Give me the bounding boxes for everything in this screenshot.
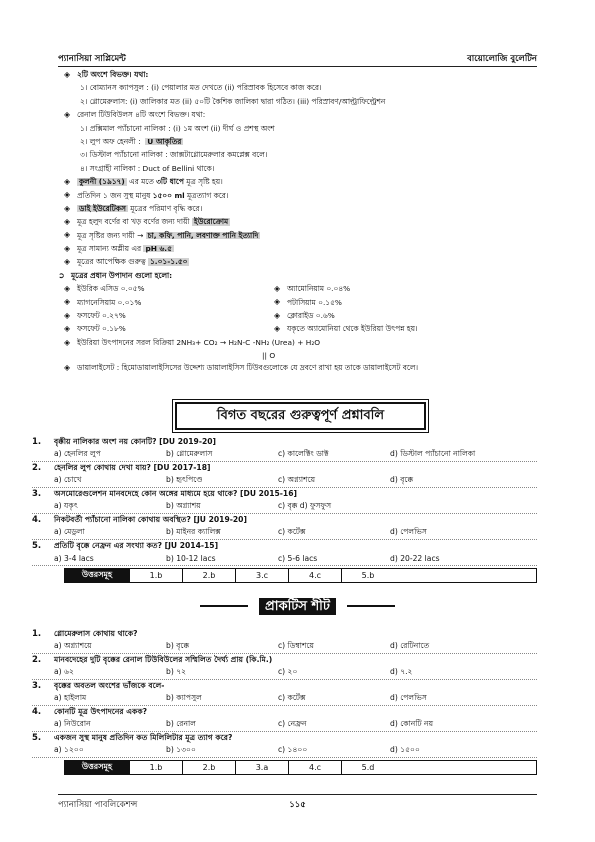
diamond-bullet-icon: ◈ <box>64 176 71 186</box>
option[interactable]: b) মাইনর ক্যালিক্স <box>166 527 221 537</box>
option[interactable]: b) অগ্ন্যাশয় <box>166 501 201 511</box>
question <box>32 706 537 719</box>
option[interactable]: d) রেটিনাতে <box>390 641 430 651</box>
diamond-bullet-icon: ◈ <box>64 69 71 79</box>
page-number: ১১৫ <box>289 800 306 810</box>
option[interactable]: b) ক্যাপসুল <box>166 693 202 703</box>
option[interactable]: c) ২০ <box>278 667 298 677</box>
question-number: 4. <box>32 707 42 718</box>
question-number: 4. <box>32 515 42 526</box>
diamond-bullet-icon: ◈ <box>64 190 71 200</box>
note-line: ◈ প্রতিদিন ১ জন সুস্থ মানুষ ১৫০০ ml মূত্রত্যাগ করে। <box>64 190 229 200</box>
question-text: বৃক্কীয় নালিকার অংশ নয় কোনটি? [DU 2019-20] <box>54 436 217 446</box>
notes-section <box>58 68 537 375</box>
answer-key-cell: 2.b <box>183 569 236 582</box>
answer-key-cell: 1.b <box>130 761 183 774</box>
note-line: ◈ মূত্রের আপেক্ষিক গুরুত্ব ১.০১-১.৫০ <box>64 257 188 267</box>
question-text: হেনলির লুপ কোথায় দেখা যায়? [DU 2017-18] <box>54 462 211 472</box>
diamond-bullet-icon: ◈ <box>274 297 281 307</box>
options-row <box>32 553 537 567</box>
option[interactable]: c) বৃক্ক d) ফুসফুস <box>278 501 332 511</box>
practice-questions-list <box>32 628 537 775</box>
question <box>32 680 537 693</box>
note-line: ৩। ডিস্টাল প্যাঁচানো নালিকা : জাক্সটাগ্লোমেরুলার কমপ্লেক্স বলে। <box>80 150 268 160</box>
option[interactable]: d) পেলভিস <box>390 693 427 703</box>
option[interactable]: d) ৭.২ <box>390 667 413 677</box>
note-line: ◈ মূত্র সামান্য অম্লীয় এর pH ৬.৫ <box>64 243 172 254</box>
note-line: ◈ ফসফেট ০.১৮% ◈ যকৃতে অ্যামোনিয়া থেকে ইউরিয়া উৎপন্ন হয়। <box>64 324 418 334</box>
answer-key-cell: 1.b <box>130 569 183 582</box>
answer-key-label: উত্তরসমূহ <box>65 569 130 582</box>
question-text: অসমোরেগুলেশন মানবদেহে কোন অঙ্গের মাধ্যমে হয়ে থাকে? [DU 2015-16] <box>54 488 297 498</box>
diamond-bullet-icon: ◈ <box>64 324 71 334</box>
footer-publisher: প্যানাসিয়া পাবলিকেশন্স <box>58 800 138 810</box>
option[interactable]: a) মেডুলা <box>54 527 85 537</box>
note-line: ◈ ডাই ইউরেটিকস মূত্রের পরিমাণ বৃদ্ধি করে। <box>64 203 203 213</box>
note-line: ◈ রেনাল টিউবিউলস ৪টি অংশে বিভক্ত। যথা: <box>64 109 206 120</box>
urea-equation: ইউরিয়া উৎপাদনের সরল বিক্রিয়া 2NH₃+ CO₂ → H₂N-C -NH₂ (Urea) + H₂O <box>77 337 321 347</box>
diamond-bullet-icon: ◈ <box>64 337 71 347</box>
note-line: ◈ ইউরিক এসিড ০.০৫% ◈ অ্যামোনিয়াম ০.০৪% <box>64 283 351 294</box>
question-text: প্রতিটি বৃক্কে নেফ্রন এর সংখ্যা কত? [JU 2014-15] <box>54 540 219 550</box>
option[interactable]: a) ৬২ <box>54 667 74 677</box>
question <box>32 628 537 641</box>
option[interactable]: a) 3-4 lacs <box>54 554 94 564</box>
answer-key-cell: 5.b <box>361 571 375 580</box>
option[interactable]: a) অগ্ন্যাশয়ে <box>54 641 92 651</box>
previous-questions-banner: বিগত বছরের গুরুত্বপূর্ণ প্রশ্নাবলি <box>175 402 426 430</box>
answer-key-label: উত্তরসমূহ <box>65 761 130 774</box>
option[interactable]: b) গ্লোমেরুলাস <box>166 449 213 459</box>
answer-key-row <box>64 568 537 583</box>
options-row <box>32 501 537 515</box>
options-row <box>32 745 537 759</box>
question-number: 3. <box>32 489 42 500</box>
option[interactable]: d) ডিস্টাল প্যাঁচানো নালিকা <box>390 449 476 459</box>
answer-key-cell: 3.a <box>236 761 289 774</box>
answer-key-cell: 2.b <box>183 761 236 774</box>
question <box>32 654 537 667</box>
option[interactable]: c) নেফ্রন <box>278 719 307 729</box>
options-row <box>32 719 537 733</box>
diamond-bullet-icon: ◈ <box>64 257 71 267</box>
practice-sheet-title: প্রাকটিস শীট <box>200 597 395 618</box>
option[interactable]: a) হাইলাম <box>54 693 87 703</box>
diamond-bullet-icon: ◈ <box>64 216 71 226</box>
question-number: 2. <box>32 655 42 666</box>
option[interactable]: b) হৃৎপিণ্ডে <box>166 475 203 485</box>
options-row <box>32 449 537 463</box>
note-line: ২। গ্লোমেরুলাস: (i) জালিকার মত (ii) ৫০টি কৈশিক জালিকা দ্বারা গঠিত। (iii) পরিস্রাবণ/আল্ট্রাফিল্ট্রেশন <box>80 96 386 106</box>
option[interactable]: a) হেনলির লুপ <box>54 449 101 459</box>
question <box>32 514 537 527</box>
diamond-bullet-icon: ◈ <box>64 243 71 253</box>
option[interactable]: d) বৃক্কে <box>390 475 414 485</box>
options-row <box>32 475 537 489</box>
option[interactable]: d) পেলভিস <box>390 527 427 537</box>
note-line: ◈ ফসফেট ০.২৭% ◈ ক্লোরাইড ০.৬% <box>64 310 335 321</box>
page-footer <box>58 794 537 812</box>
question <box>32 488 537 501</box>
question-number: 1. <box>32 629 42 640</box>
question <box>32 732 537 745</box>
note-line: ১। প্রক্সিমাল প্যাঁচানো নালিকা : (i) ১ম অংশ (ii) দীর্ঘ ও প্রশস্থ অংশ <box>80 123 275 133</box>
option[interactable]: d) 20-22 lacs <box>390 554 440 564</box>
option[interactable]: a) ১২০০ <box>54 745 84 755</box>
note-line: || O <box>262 350 276 360</box>
question-number: 5. <box>32 733 42 744</box>
note-line: ◈ মূত্র সৃষ্টির জন্য দায়ী → চা, কফি, পানি, লবণাক্ত পানি ইত্যাদি <box>64 230 259 240</box>
option[interactable]: a) চোখে <box>54 475 82 485</box>
question-number: 3. <box>32 681 42 692</box>
question-text: কোনটি মূত্র উৎপাদনের একক? <box>54 706 148 716</box>
header-left-title: প্যানাসিয়া সাপ্লিমেন্ট <box>58 54 126 64</box>
note-line: ◈ ম্যাগনেসিয়াম ০.০১% ◈ পটাসিয়াম ০.১৫% <box>64 297 342 307</box>
options-row <box>32 641 537 655</box>
option[interactable]: c) 5-6 lacs <box>278 554 318 564</box>
note-line: ২। লুপ অফ হেনলী : U আকৃতির <box>80 136 182 146</box>
arrow-bullet-icon: ➲ <box>58 270 65 280</box>
question <box>32 462 537 475</box>
diamond-bullet-icon: ◈ <box>64 283 71 293</box>
option[interactable]: c) ১৪০০ <box>278 745 308 755</box>
answer-key-cell: 4.c <box>289 569 342 582</box>
diamond-bullet-icon: ◈ <box>274 283 281 293</box>
question-text: নিকটবর্তী প্যাঁচানো নালিকা কোথায় অবস্থিত? [JU 2019-20] <box>54 514 247 524</box>
question-number: 1. <box>32 437 42 448</box>
option[interactable]: c) অগ্ন্যাশয়ে <box>278 475 316 485</box>
question-text: বৃক্কের অবতল অংশের ভাঁজকে বলে- <box>54 680 165 690</box>
option[interactable]: c) কর্টেক্স <box>278 693 306 703</box>
option[interactable]: d) কোনটি নয় <box>390 719 434 729</box>
answer-key-cell: 5.d <box>361 763 375 772</box>
question-text: একজন সুস্থ মানুষ প্রতিদিন কত মিলিলিটার মূত্র ত্যাগ করে? <box>54 732 233 742</box>
note-line: ◈ মূত্র হলুদ বর্ণের বা খড় বর্ণের জন্য দায়ী ইউরোক্রোম <box>64 216 229 227</box>
diamond-bullet-icon: ◈ <box>64 203 71 213</box>
option[interactable]: b) ১৩০০ <box>166 745 196 755</box>
answer-key-row <box>64 760 537 775</box>
options-row <box>32 527 537 541</box>
option[interactable]: c) ডিম্বাশয়ে <box>278 641 315 651</box>
diamond-bullet-icon: ◈ <box>64 230 71 240</box>
question <box>32 436 537 449</box>
option[interactable]: b) বৃক্কে <box>166 641 190 651</box>
page-header <box>58 52 537 67</box>
option[interactable]: a) যকৃৎ <box>54 501 78 511</box>
answer-key-cell: 3.c <box>236 569 289 582</box>
question-number: 5. <box>32 541 42 552</box>
option[interactable]: c) কর্টেক্স <box>278 527 306 537</box>
diamond-bullet-icon: ◈ <box>274 324 281 334</box>
options-row <box>32 667 537 681</box>
option[interactable]: c) কালেক্টিং ডাক্ট <box>278 449 329 459</box>
diamond-bullet-icon: ◈ <box>64 310 71 320</box>
note-line: ◈ ২টি অংশে বিভক্ত। যথা: <box>64 69 149 79</box>
question-number: 2. <box>32 463 42 474</box>
note-line: ➲ মূত্রের প্রধান উপাদান গুলো হলো: <box>58 270 173 280</box>
note-line: ◈ কুলনী (১৯১৭) এর মতে ৩টি ধাপে মূত্র সৃষ্টি হয়। <box>64 176 223 187</box>
note-line: ১। বোম্যানস ক্যাপসুল : (i) পেয়ালার মত দেখতে (ii) পরিস্রাবক হিসেবে কাজ করে। <box>80 83 322 93</box>
diamond-bullet-icon: ◈ <box>64 297 71 307</box>
option[interactable]: b) ৭২ <box>166 667 187 677</box>
note-line: ৪। সংগ্রাহী নালিকা : Duct of Bellini থাকে। <box>80 163 215 173</box>
note-line <box>58 336 537 349</box>
option[interactable]: d) ১৫০০ <box>390 745 420 755</box>
note-line: ◈ ডায়ালাইসেট : হিমোডায়ালাইসিসের উদ্দেশ্য ডায়ালাইসিস টিউবগুলোকে যে দ্রবণে রাখা হয় তাকে ডায়ালাইসেট বলে। <box>64 362 418 373</box>
question <box>32 540 537 553</box>
previous-questions-list <box>32 436 537 583</box>
question-text: মানবদেহের দুটি বৃক্কের রেনাল টিউবিউলের সম্মিলিত দৈর্ঘ্য প্রায় (কি.মি.) <box>54 654 273 664</box>
options-row <box>32 693 537 707</box>
option[interactable]: b) রেনাল <box>166 719 196 729</box>
option[interactable]: a) নিউরোন <box>54 719 91 729</box>
diamond-bullet-icon: ◈ <box>64 362 71 372</box>
diamond-bullet-icon: ◈ <box>64 109 71 119</box>
answer-key-cell: 4.c <box>289 761 342 774</box>
question-text: গ্লোমেরুলাস কোথায় থাকে? <box>54 628 138 638</box>
option[interactable]: b) 10-12 lacs <box>166 554 216 564</box>
header-right-title: বায়োলোজি বুলেটিন <box>467 54 537 64</box>
diamond-bullet-icon: ◈ <box>274 310 281 320</box>
